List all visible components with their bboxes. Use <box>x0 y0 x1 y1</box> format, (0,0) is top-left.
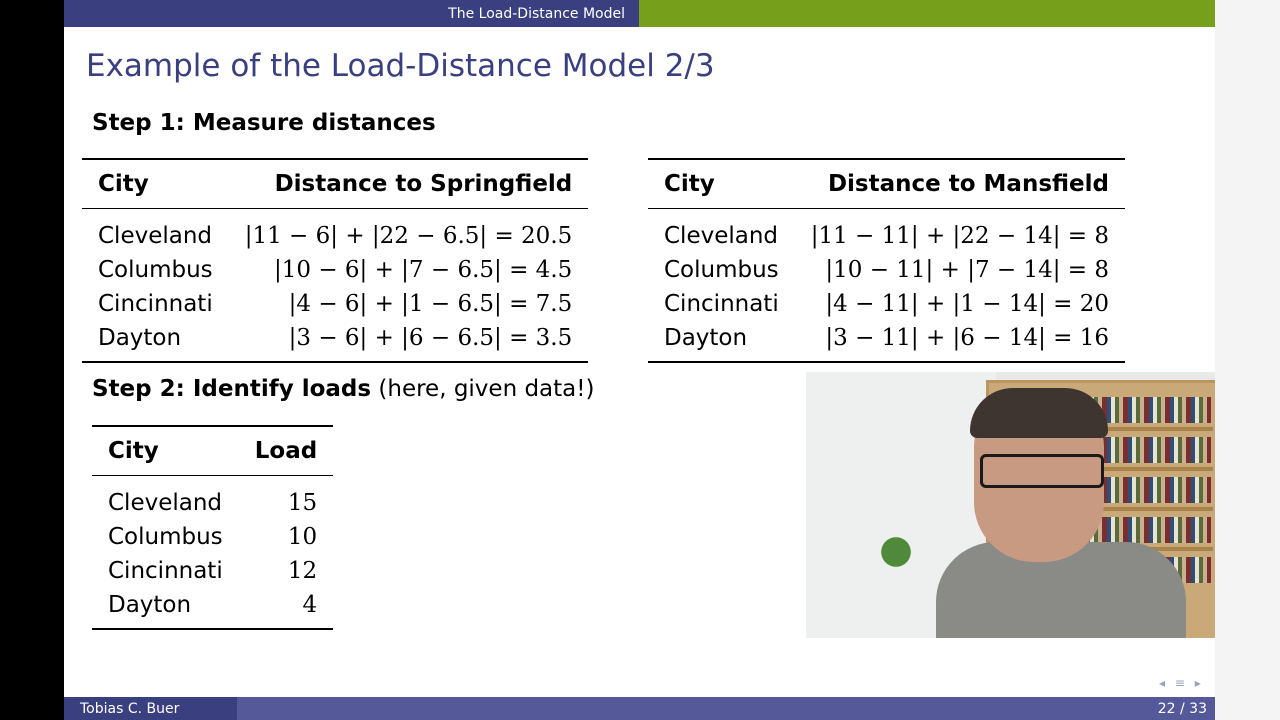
loads-col-city: City <box>92 426 239 476</box>
step2-heading <box>92 376 594 402</box>
table-row <box>82 209 588 254</box>
distance-cell: |4 − 11| + |1 − 14| = 20 <box>825 291 1110 317</box>
city-cell: Dayton <box>648 321 795 362</box>
table-row <box>648 321 1125 362</box>
beamer-nav-controls-icon[interactable]: ◂ ≡ ▸ <box>1159 676 1204 690</box>
city-cell: Columbus <box>108 524 223 550</box>
loads-table <box>92 425 333 630</box>
city-cell: Columbus <box>664 257 779 283</box>
loads-col-load: Load <box>239 426 333 476</box>
mansfield-col-city: City <box>648 159 795 209</box>
load-cell: 4 <box>239 588 333 629</box>
springfield-distance-table <box>82 158 588 363</box>
distance-cell: |10 − 6| + |7 − 6.5| = 4.5 <box>274 257 573 283</box>
table-row <box>82 287 588 321</box>
speaker-video-overlay <box>806 372 1215 638</box>
mansfield-col-distance: Distance to Mansfield <box>795 159 1125 209</box>
header-section-bar <box>64 0 639 27</box>
slide-title: Example of the Load-Distance Model 2/3 <box>86 48 715 84</box>
header-accent-bar <box>639 0 1215 27</box>
table-row <box>82 253 588 287</box>
city-cell: Cleveland <box>98 223 213 249</box>
mansfield-distance-table <box>648 158 1125 363</box>
city-cell: Cleveland <box>108 490 223 516</box>
city-cell: Cincinnati <box>664 291 779 317</box>
city-cell: Columbus <box>98 257 213 283</box>
table-row <box>92 520 333 554</box>
table-row <box>92 588 333 629</box>
step1-heading <box>92 110 436 136</box>
step1-label: Step 1: Measure distances <box>92 110 436 136</box>
distance-cell: |11 − 11| + |22 − 14| = 8 <box>810 223 1110 249</box>
distance-cell: |10 − 11| + |7 − 14| = 8 <box>825 257 1110 283</box>
city-cell: Cincinnati <box>98 291 213 317</box>
slide <box>64 0 1215 720</box>
springfield-col-city: City <box>82 159 229 209</box>
footer-author-bar <box>64 697 237 720</box>
city-cell: Cleveland <box>664 223 779 249</box>
city-cell: Cincinnati <box>108 558 223 584</box>
footer-page-bar <box>237 697 1215 720</box>
load-cell: 15 <box>287 490 318 516</box>
header-section-title: The Load-Distance Model <box>448 5 625 22</box>
load-cell: 12 <box>287 558 318 584</box>
window-edge <box>1215 0 1280 720</box>
distance-cell: |11 − 6| + |22 − 6.5| = 20.5 <box>244 223 573 249</box>
load-cell: 10 <box>287 524 318 550</box>
table-row <box>648 253 1125 287</box>
city-cell: Dayton <box>82 321 229 362</box>
video-plant <box>876 522 916 582</box>
table-row <box>648 209 1125 254</box>
city-cell: Dayton <box>92 588 239 629</box>
table-row <box>92 476 333 521</box>
distance-cell: |3 − 11| + |6 − 14| = 16 <box>795 321 1125 362</box>
springfield-col-distance: Distance to Springfield <box>229 159 589 209</box>
step2-note: (here, given data!) <box>378 376 595 402</box>
footer-page-number: 22 / 33 <box>1157 700 1207 717</box>
distance-cell: |4 − 6| + |1 − 6.5| = 7.5 <box>288 291 573 317</box>
step2-label: Step 2: Identify loads <box>92 376 372 402</box>
table-row <box>92 554 333 588</box>
table-row <box>82 321 588 362</box>
table-row <box>648 287 1125 321</box>
speaker-figure <box>936 392 1186 638</box>
footer-author: Tobias C. Buer <box>80 700 180 717</box>
distance-cell: |3 − 6| + |6 − 6.5| = 3.5 <box>229 321 589 362</box>
